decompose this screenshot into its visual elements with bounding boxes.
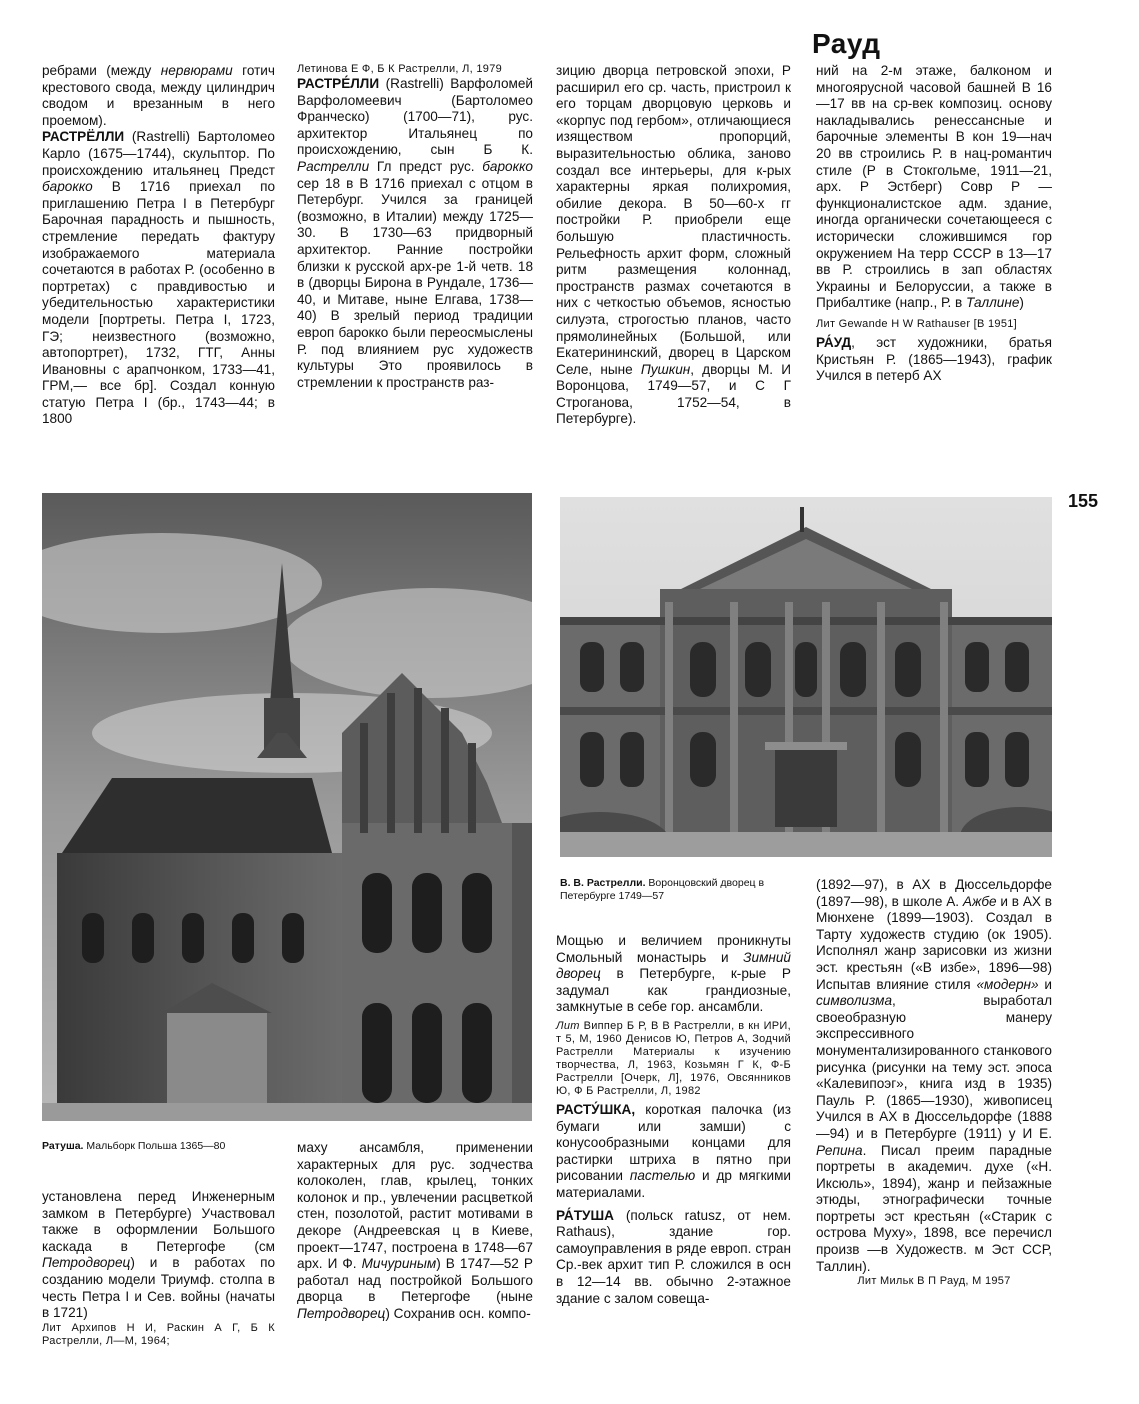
paragraph: маху ансамбля, применении характерных для рус. зодчества колоколен, глав, крылец, тонких колонок и пр., увлечении расцветкой стен, позолотой, растит мотивами в декоре (Андреевская ц в Киеве, проект—1747, построена в 1748—67 арх. И Ф. Мичуриным) В 1747—52 Р работал над постройкой Большого дворца в Петергофе (ныне Петродворец) Сохранив осн. компо- — [297, 1140, 533, 1321]
paragraph: РАСТРЕ́ЛЛИ (Rastrelli) Варфоломей Варфоломеевич (Бартоломео Франческо) (1700—71), рус. архитектор Итальянец по происхождению, сын Б К. Растрелли Гл предст рус. барокко сер 18 в В 1716 приехал с отцом в Петербург. Учился за границей (возможно, в Италии) между 1725—30. В 1730—63 придворный архитектор. Ранние постройки близки к русской арх-ре 1-й четв. 18 в (дворцы Бирона в Рундале, 1736—40, и Митаве, ныне Елгава, 1738—40) В зрелый период традиции европ барокко были переосмыслены Р. под влиянием рус художеств культуры Это проявилось в стремлении к пространств раз- — [297, 76, 533, 390]
literature-ref: Лит Мильк В П Рауд, М 1957 — [857, 1275, 1011, 1288]
column-1-top — [42, 63, 275, 428]
paragraph: Мощью и величием проникнуты Смольный монастырь и Зимний дворец в Петербурге, к-рые Р задумал как грандиозные, замкнутые в себе гор. ансамбли. — [556, 933, 791, 1015]
literature-ref: Лит Архипов Н И, Раскин А Г, Б К Растрелли, Л—М, 1964; — [42, 1321, 275, 1347]
literature-ref: Лит Виппер Б Р, В В Растрелли, в кн ИРИ, т 5, М, 1960 Денисов Ю, Петров А, Зодчий Растрелли Материалы к изучению творчества, Л, 1963, Козьмян Г К, Ф-Б Растрелли [Очерк, Л], 1976, Овсянников Ю, Ф Б Растрелли, Л, 1982 — [556, 1019, 791, 1097]
paragraph: ний на 2-м этаже, балконом и многоярусной часовой башней В 16—17 вв на ср-век композиц. основу накладывались ренессансные и барочные элементы В кон 19—нач 20 вв строились Р. в нац-романтич стиле (Р в Стокгольме, 1911—21, арх. Р Эстберг) Совр Р — функционалистское адм. здание, иногда органически сочетающееся с исторически сложившимся гор окружением На терр СССР в 13—17 вв Р. строились в зап областях Украины и Белоруссии, а также в Прибалтике (напр., Р. в Таллине) — [816, 63, 1052, 311]
column-4-top — [816, 63, 1052, 385]
column-3-top — [556, 63, 791, 428]
running-head: Рауд — [812, 28, 881, 59]
paragraph: зицию дворца петровской эпохи, Р расширил его ср. часть, пристроил к его торцам дворцовую церковь и «корпус под гербом», отличающиеся изяществом пропорций, выразительностью облика, заново создал все интерьеры, для к-рых характерны яркая полихромия, обилие декора. В 50—60-х гг постройки Р. приобрели еще большую пластичность. Рельефность архит форм, сложный ритм размещения колоннад, пространств размах сочетаются в них с четкостью объемов, ясностью силуэта, строгостью планов, часто прямолинейных (Большой, или Екатерининский, дворец в Царском Селе, ныне Пушкин, дворцы М. И Воронцова, 1749—57, и С Г Строганова, 1752—54, в Петербурге). — [556, 63, 792, 427]
paragraph: РА́УД, эст художники, братья Кристьян Р. (1865—1943), график Учился в петерб АХ — [816, 334, 1052, 384]
palace-photo — [560, 497, 1052, 857]
paragraph: установлена перед Инженерным замком в Петербурге) Участвовал также в оформлении Большого каскада в Петергофе (см Петродворец) и в работах по созданию модели Триумф. столпа в честь Петра I и Сев. войны (начаты в 1721) — [42, 1189, 275, 1321]
column-2-bottom — [297, 1140, 533, 1323]
column-2-top — [297, 63, 533, 391]
literature-ref: Летинова Е Ф, Б К Растрелли, Л, 1979 — [297, 63, 503, 75]
paragraph: (1892—97), в АХ в Дюссельдорфе (1897—98), в школе А. Ажбе и в АХ в Мюнхене (1899—1903). Создал в Тарту художеств студию (ок 1905). Исполнял жанр зарисовки из жизни эст. крестьян («В избе», 1896—98) Испытав влияние стиля «модерн» и символизма, выработал своеобразную манеру экспрессивного монументализированного станкового рисунка (рисунки на тему эст. эпоса «Калевипоэг», книга изд в 1935) Пауль Р. (1865—1930), живописец Учился в АХ в Дюссельдорфе (1888—94) и в Петербурге (1911) у И Е. Репина. Писал преим парадные портреты в академич. духе («Н. Иксюль», 1894), жанр и пейзажные этюды, этнографически точные портреты эст крестьян («Старик с острова Муху», 1898, все перечисл произв —в Художеств. м Эст ССР, Таллин). — [816, 877, 1053, 1274]
paragraph: ребрами (между нервюрами готич крестового свода, между цилиндрич сводом и врезанным в него проемом). — [42, 63, 275, 128]
column-4-bottom — [816, 877, 1052, 1288]
paragraph: РАСТУ́ШКА, короткая палочка (из бумаги или замши) с конусообразными концами для растирки штриха в пятно при рисовании пастелью и др мягкими материалами. — [556, 1101, 792, 1200]
paragraph: РАСТРЁЛЛИ (Rastrelli) Бартоломео Карло (1675—1744), скульптор. По происхождению итальянец Предст барокко В 1716 приехал по приглашению Петра I в Петербург Барочная парадность и пышность, стремление передать фактуру изображаемого материала сочетаются в работах Р. (особенно в портретах) с правдивостью и убедительностью характеристики модели [портреты. Петра I, 1723, ГЭ; неизвестного (возможно, автопортрет), 1732, ГТГ, Анны Ивановны с арапчонком, 1733—41, ГРМ,— все бр]. Создал конную статую Петра I (бр., 1743—44; в 1800 — [42, 129, 275, 427]
paragraph: РА́ТУША (польск ratusz, от нем. Rathaus), здание гор. самоуправления в ряде европ. стран Ср.-век архит тип Р. сложился в осн в 12—14 вв. обычно 2-этажное здание с залом совеща- — [556, 1207, 791, 1306]
townhall-photo — [42, 493, 532, 1121]
column-3-bottom — [556, 933, 791, 1307]
column-1-bottom — [42, 1189, 275, 1348]
literature-ref: Лит Gewande H W Rathauser [B 1951] — [816, 317, 1018, 330]
caption-townhall: Ратуша. Мальборк Польша 1365—80 — [42, 1140, 226, 1152]
caption-palace: В. В. Растрелли. Воронцовский дворец в Петербурге 1749—57 — [560, 877, 765, 902]
page-number: 155 — [1068, 491, 1099, 511]
